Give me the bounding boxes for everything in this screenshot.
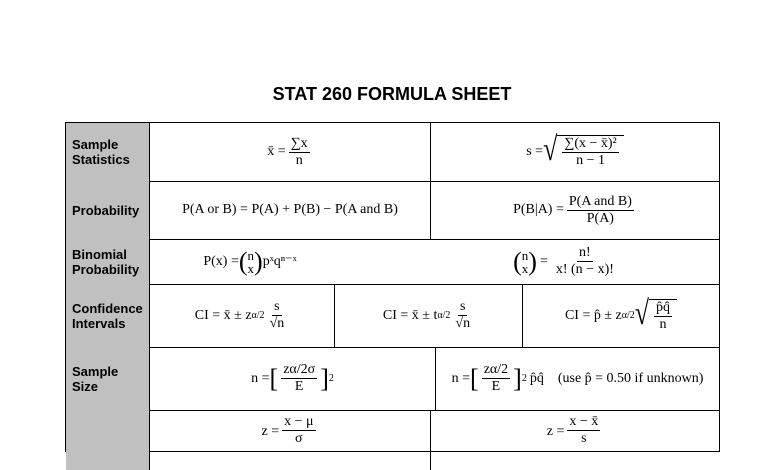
frac-den: n	[659, 316, 667, 332]
label-line: Sample	[72, 363, 119, 379]
label-line: Statistics	[72, 152, 130, 167]
ss-prop-fraction	[482, 362, 510, 395]
frac-den: n − 1	[576, 153, 606, 168]
frac-num: ∑(x − x̄)²	[564, 136, 617, 151]
prob-or: P(A or B) = P(A) + P(B) − P(A and B)	[182, 202, 398, 217]
formula-mean	[150, 123, 430, 181]
ci-z-lhs: CI = x̄ ± z	[194, 307, 252, 323]
row-label	[66, 410, 150, 470]
binom-rhs: pˣqⁿ⁻ˣ	[262, 254, 297, 269]
page-title: STAT 260 FORMULA SHEET	[272, 84, 512, 104]
row-label	[66, 347, 150, 410]
choose-bot: x	[521, 260, 529, 276]
radical-icon: √	[543, 129, 558, 168]
frac-num: n!	[579, 245, 591, 260]
frac-num: p̂q̂	[656, 299, 671, 315]
ci-t-lhs: CI = x̄ ± t	[382, 307, 438, 323]
binom-bot: x	[247, 260, 255, 276]
row-label	[66, 284, 150, 347]
frac-den: E	[294, 379, 304, 394]
z2-fraction	[567, 414, 600, 447]
frac-num: x − x̄	[569, 414, 599, 429]
z1-lhs: z =	[261, 424, 280, 439]
formula-prob-cond	[430, 181, 719, 239]
sqrt	[634, 293, 677, 333]
ss-prop-exp: 2	[521, 373, 527, 384]
formula-ci-t	[334, 284, 523, 347]
frac-num: ∑x	[290, 135, 308, 151]
row-label	[66, 123, 150, 181]
ci-t-sub: α/2	[437, 310, 451, 321]
left-bracket-icon: [	[470, 363, 479, 393]
radical-icon: √	[634, 293, 650, 332]
frac-num: zα/2	[483, 362, 509, 377]
ss-prop-lhs: n =	[451, 370, 471, 386]
choose-top: n	[521, 247, 529, 263]
ci-z-sub: α/2	[251, 310, 265, 321]
frac-den: n	[295, 152, 303, 168]
formula-ss-mean	[150, 347, 435, 410]
formula-ci-p	[522, 284, 719, 347]
frac-den: √n	[269, 316, 285, 331]
frac-den: x! (n − x)!	[555, 262, 614, 277]
ss-mean-fraction	[281, 362, 317, 395]
binom-coefficient: ( n x )	[238, 246, 263, 276]
formula-binom	[150, 239, 350, 284]
row-sample-statistics	[66, 123, 719, 182]
ci-z-fraction	[268, 299, 287, 332]
frac-den: P(A)	[586, 210, 614, 226]
row-probability	[66, 181, 719, 240]
sd-fraction	[562, 136, 618, 169]
label-line: Probability	[72, 261, 140, 277]
frac-den: E	[491, 379, 501, 394]
formula-ss-prop	[435, 347, 719, 410]
formula-ci-z	[150, 284, 334, 347]
frac-num: P(A and B)	[568, 193, 632, 209]
frac-den: σ	[295, 431, 303, 446]
row-label	[66, 181, 150, 239]
frac-den: s	[581, 431, 587, 446]
row-confidence-intervals	[66, 284, 719, 348]
frac-num: s	[460, 299, 466, 314]
mean-lhs: x̄ =	[267, 144, 286, 159]
frac-num: s	[274, 299, 280, 314]
label-line: Intervals	[72, 315, 126, 331]
formula-std-dev	[430, 123, 719, 181]
left-bracket-icon: [	[269, 363, 279, 393]
ci-t-fraction	[453, 299, 472, 332]
formula-z-sample	[430, 410, 719, 470]
label-line: Sample	[72, 137, 119, 152]
choose-eq: =	[539, 253, 548, 269]
formula-z-pop	[150, 410, 430, 470]
right-bracket-icon: ]	[320, 363, 329, 393]
frac-den: √n	[455, 316, 471, 331]
ci-p-sub: α/2	[621, 310, 635, 321]
label-line: Size	[72, 378, 99, 394]
ci-p-fraction	[654, 300, 672, 333]
ci-p-lhs: CI = p̂ ± z	[564, 307, 622, 323]
ss-mean-lhs: n =	[251, 370, 270, 386]
mean-fraction	[289, 136, 310, 169]
right-bracket-icon: ]	[513, 363, 522, 393]
formula-table	[65, 122, 720, 452]
ss-prop-tail: p̂q̂ (use p̂ = 0.50 if unknown)	[529, 370, 704, 386]
prob-cond-fraction	[567, 194, 634, 227]
sd-lhs: s =	[526, 144, 544, 159]
z1-fraction	[282, 414, 315, 447]
formula-choose	[466, 239, 666, 284]
frac-num: x − μ	[284, 414, 314, 429]
binom-lhs: P(x) =	[203, 253, 239, 269]
prob-cond-lhs: P(B|A) =	[513, 202, 564, 217]
label-line: Probability	[72, 202, 140, 218]
label-line: Binomial	[72, 246, 127, 262]
binom-top: n	[247, 247, 255, 263]
row-z-scores	[66, 410, 719, 470]
choose-coefficient: ( n x )	[513, 246, 537, 276]
choose-fraction	[554, 245, 616, 278]
label-line: Confidence	[72, 300, 143, 316]
sqrt	[543, 129, 624, 169]
ss-mean-exp: 2	[328, 373, 334, 384]
formula-prob-or	[150, 181, 430, 239]
row-label	[66, 239, 150, 284]
row-binomial	[66, 239, 719, 285]
row-sample-size	[66, 347, 719, 411]
frac-num: zα/2σ	[283, 362, 316, 377]
z2-lhs: z =	[546, 424, 565, 439]
